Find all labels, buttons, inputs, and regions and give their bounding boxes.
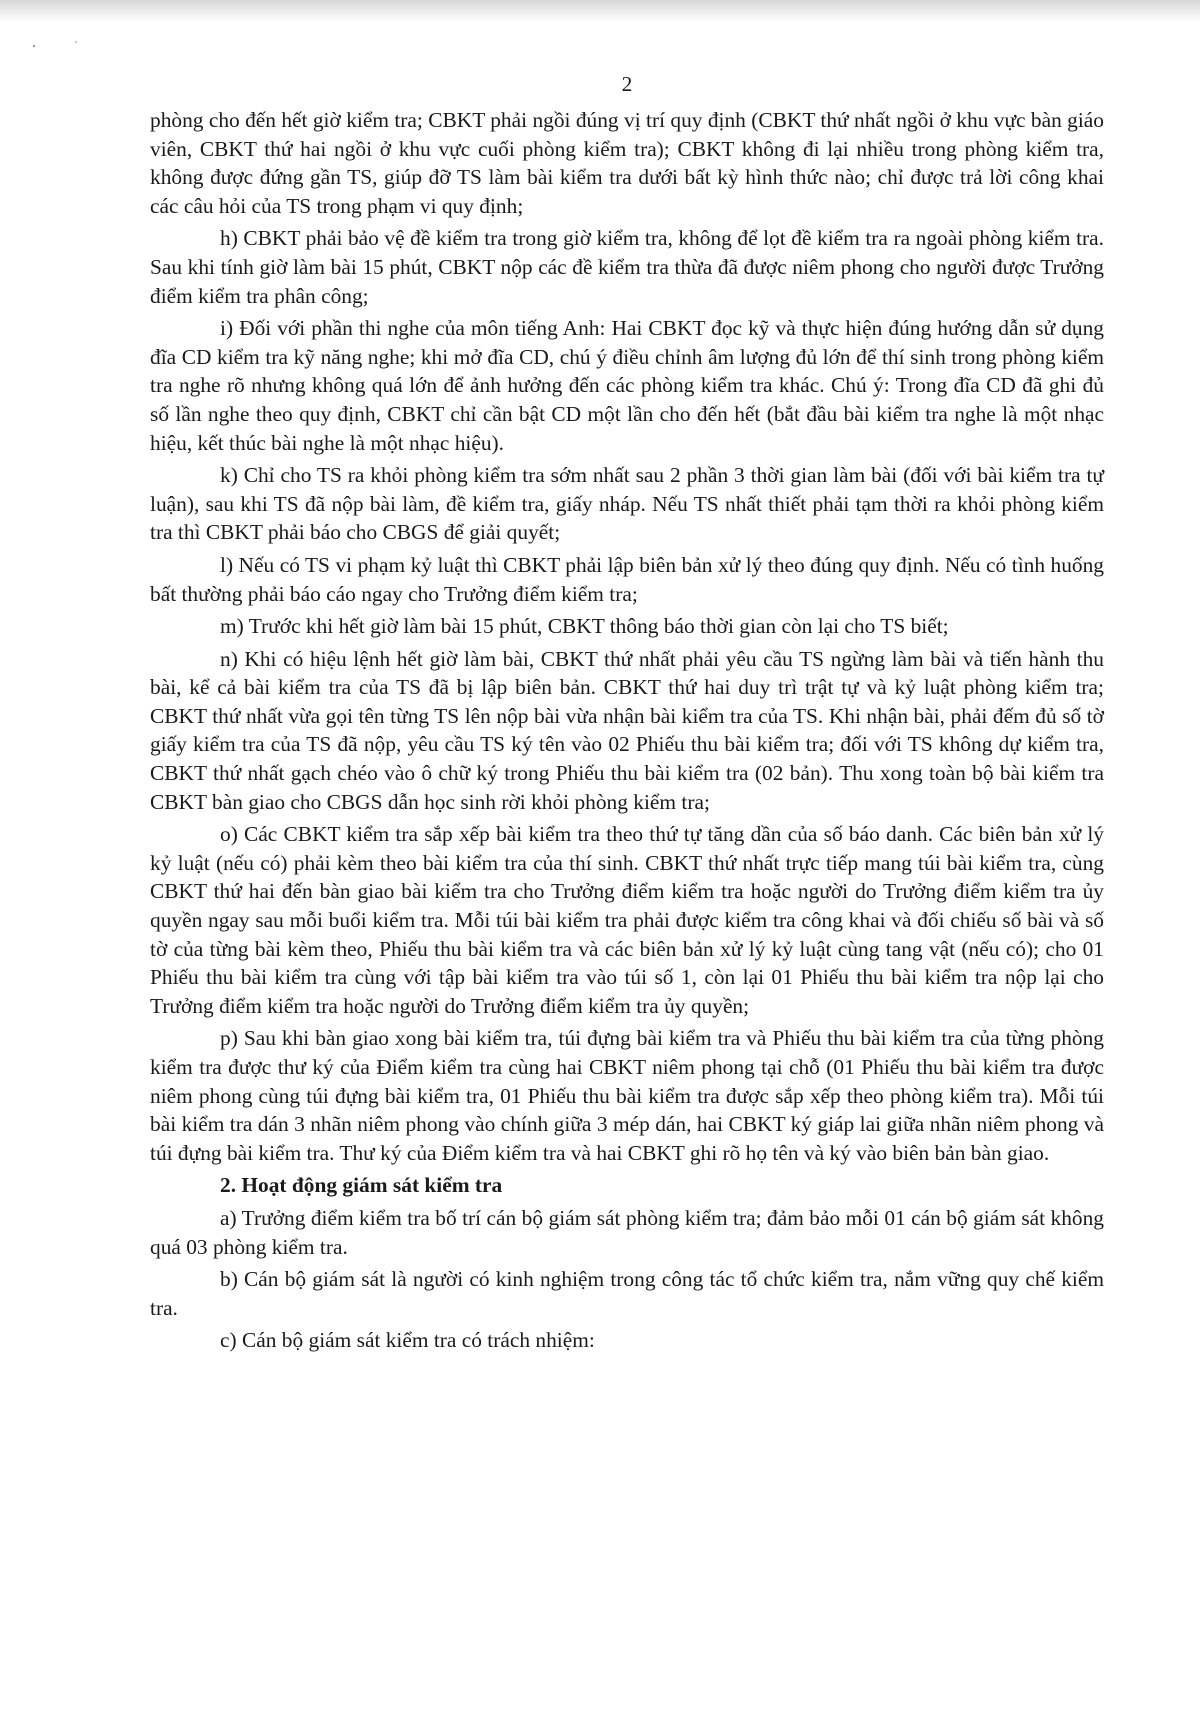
document-page <box>150 70 1104 1359</box>
paragraph-h: h) CBKT phải bảo vệ đề kiểm tra trong giờ kiểm tra, không để lọt đề kiểm tra ra ngoài phòng kiểm tra. Sau khi tính giờ làm bài 15 phút, CBKT nộp các đề kiểm tra thừa đã được niêm phong cho người được Trưởng điểm kiểm tra phân công; <box>150 226 1104 308</box>
paragraph-l: l) Nếu có TS vi phạm kỷ luật thì CBKT phải lập biên bản xử lý theo đúng quy định. Nếu có tình huống bất thường phải báo cáo ngay cho Trưởng điểm kiểm tra; <box>150 552 1104 606</box>
paragraph-n: n) Khi có hiệu lệnh hết giờ làm bài, CBKT thứ nhất phải yêu cầu TS ngừng làm bài và tiến hành thu bài, kể cả bài kiểm tra của TS đã bị lập biên bản. CBKT thứ hai duy trì trật tự và kỷ luật phòng kiểm tra; CBKT thứ nhất vừa gọi tên từng TS lên nộp bài vừa nhận bài kiểm tra của TS. Khi nhận bài, phải đếm đủ số tờ giấy kiểm tra của TS đã nộp, yêu cầu TS ký tên vào 02 Phiếu thu bài kiểm tra; đối với TS không dự kiểm tra, CBKT thứ nhất gạch chéo vào ô chữ ký trong Phiếu thu bài kiểm tra (02 bản). Thu xong toàn bộ bài kiểm tra CBKT bàn giao cho CBGS dẫn học sinh rời khỏi phòng kiểm tra; <box>150 646 1104 814</box>
paragraph-m: m) Trước khi hết giờ làm bài 15 phút, CBKT thông báo thời gian còn lại cho TS biết; <box>220 614 949 639</box>
paragraph-p: p) Sau khi bàn giao xong bài kiểm tra, túi đựng bài kiểm tra và Phiếu thu bài kiểm tra của từng phòng kiểm tra được thư ký của Điểm kiểm tra cùng hai CBKT niêm phong tại chỗ (01 Phiếu thu bài kiểm tra được niêm phong cùng túi đựng bài kiểm tra, 01 Phiếu thu bài kiểm tra được sắp xếp theo phòng kiểm tra). Mỗi túi bài kiểm tra dán 3 nhãn niêm phong vào chính giữa 3 mép dán, hai CBKT ký giáp lai giữa nhãn niêm phong và túi đựng bài kiểm tra. Thư ký của Điểm kiểm tra và hai CBKT ghi rõ họ tên và ký vào biên bản bàn giao. <box>150 1026 1104 1165</box>
paragraph-i: i) Đối với phần thi nghe của môn tiếng Anh: Hai CBKT đọc kỹ và thực hiện đúng hướng dẫn sử dụng đĩa CD kiểm tra kỹ năng nghe; khi mở đĩa CD, chú ý điều chỉnh âm lượng đủ lớn để thí sinh trong phòng kiểm tra nghe rõ nhưng không quá lớn để ảnh hưởng đến các phòng kiểm tra khác. Chú ý: Trong đĩa CD đã ghi đủ số lần nghe theo quy định, CBKT chỉ cần bật CD một lần cho đến hết (bắt đầu bài kiểm tra nghe là một nhạc hiệu, kết thúc bài nghe là một nhạc hiệu). <box>150 316 1104 455</box>
section-heading: 2. Hoạt động giám sát kiểm tra <box>220 1173 503 1198</box>
paragraph-o: o) Các CBKT kiểm tra sắp xếp bài kiểm tra theo thứ tự tăng dần của số báo danh. Các biên bản xử lý kỷ luật (nếu có) phải kèm theo bài kiểm tra của thí sinh. CBKT thứ nhất trực tiếp mang túi bài kiểm tra, cùng CBKT thứ hai đến bàn giao bài kiểm tra cho Trưởng điểm kiểm tra hoặc người do Trưởng điểm kiểm tra ủy quyền ngay sau mỗi buổi kiểm tra. Mỗi túi bài kiểm tra phải được kiểm tra công khai và đối chiếu số bài và số tờ của từng bài kèm theo, Phiếu thu bài kiểm tra và các biên bản xử lý kỷ luật cùng tang vật (nếu có); cho 01 Phiếu thu bài kiểm tra cùng với tập bài kiểm tra vào túi số 1, còn lại 01 Phiếu thu bài kiểm tra nộp lại cho Trưởng điểm kiểm tra hoặc người do Trưởng điểm kiểm tra ủy quyền; <box>150 822 1104 1018</box>
section-paragraph-b: b) Cán bộ giám sát là người có kinh nghiệm trong công tác tổ chức kiểm tra, nắm vững quy chế kiểm tra. <box>150 1267 1104 1320</box>
page-number: 2 <box>621 72 633 96</box>
scan-edge <box>0 0 1200 22</box>
section-paragraph-c: c) Cán bộ giám sát kiểm tra có trách nhiệm: <box>220 1328 595 1353</box>
paragraph-g-continued: phòng cho đến hết giờ kiểm tra; CBKT phải ngồi đúng vị trí quy định (CBKT thứ nhất ngồi ở khu vực bàn giáo viên, CBKT thứ hai ngồi ở khu vực cuối phòng kiểm tra); CBKT không đi lại nhiều trong phòng kiểm tra, không được đứng gần TS, giúp đỡ TS làm bài kiểm tra dưới bất kỳ hình thức nào; chỉ được trả lời công khai các câu hỏi của TS trong phạm vi quy định; <box>150 108 1104 218</box>
scan-specks <box>30 40 90 50</box>
paragraph-k: k) Chỉ cho TS ra khỏi phòng kiểm tra sớm nhất sau 2 phần 3 thời gian làm bài (đối với bài kiểm tra tự luận), sau khi TS đã nộp bài làm, đề kiểm tra, giấy nháp. Nếu TS nhất thiết phải tạm thời ra khỏi phòng kiểm tra thì CBKT phải báo cho CBGS để giải quyết; <box>150 463 1104 545</box>
section-paragraph-a: a) Trưởng điểm kiểm tra bố trí cán bộ giám sát phòng kiểm tra; đảm bảo mỗi 01 cán bộ giám sát không quá 03 phòng kiểm tra. <box>150 1205 1104 1259</box>
